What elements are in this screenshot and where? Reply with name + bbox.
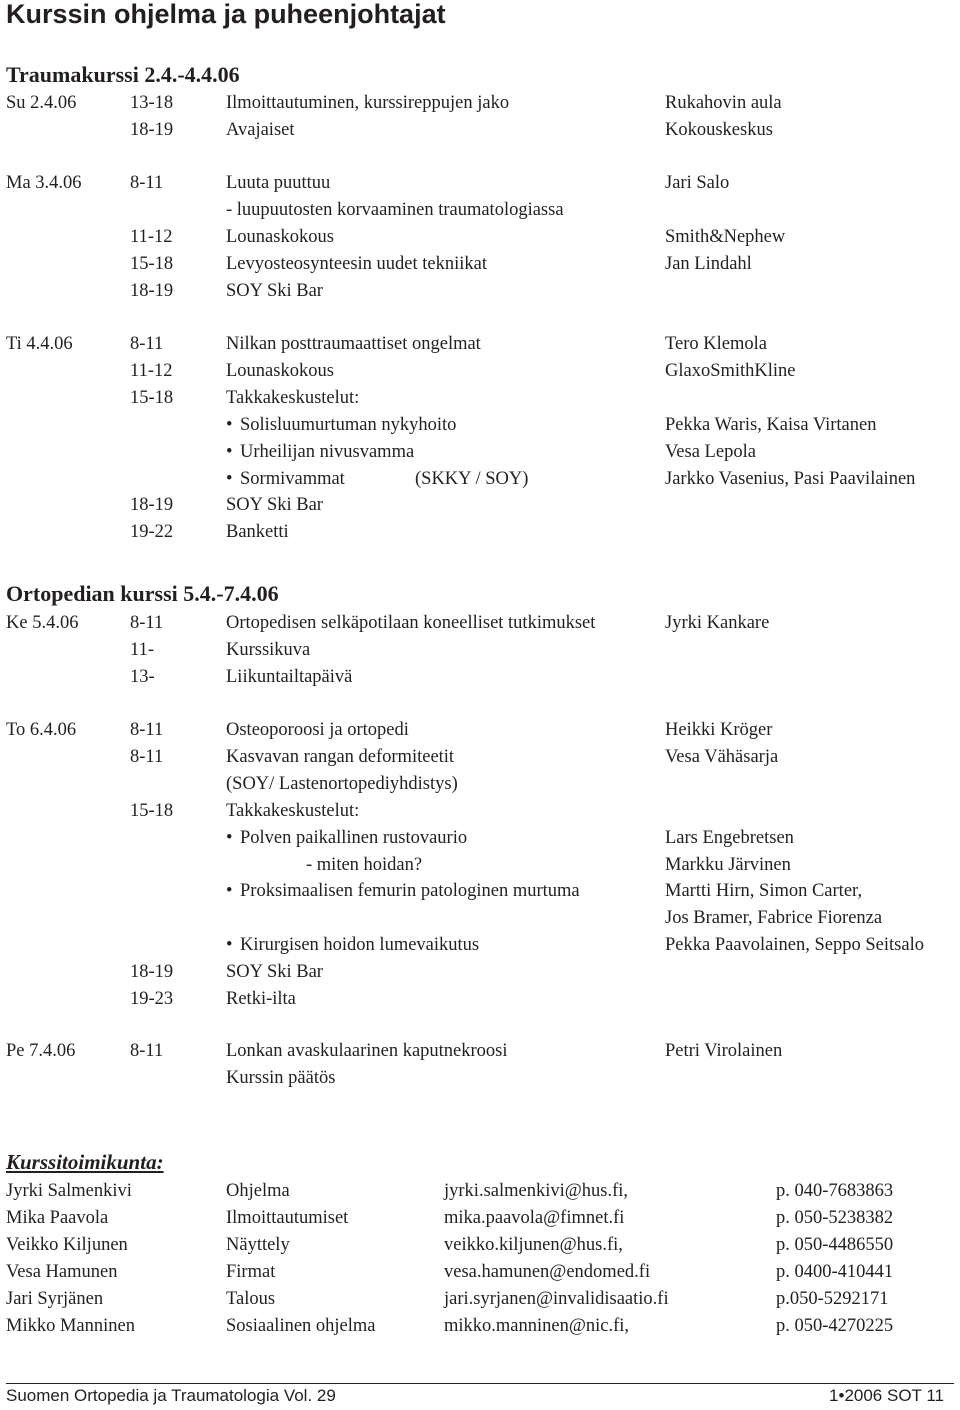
member-email: mika.paavola@fimnet.fi [444, 1207, 625, 1228]
time-slot: 8-11 [130, 334, 164, 354]
session-title: Kirurgisen hoidon lumevaikutus [240, 935, 480, 956]
session-title: Banketti [226, 522, 289, 543]
time-slot: 15-18 [130, 253, 174, 274]
session-title: (SOY/ Lastenortopediyhdistys) [226, 773, 458, 794]
chair-name: Heikki Kröger [665, 720, 773, 740]
time-slot: 11-12 [130, 360, 173, 381]
session-title: Sormivammat [240, 468, 345, 489]
chair-name: Rukahovin aula [665, 93, 782, 113]
time-slot: 18-19 [130, 495, 174, 516]
session-title: Urheilijan nivusvamma [240, 441, 415, 462]
session-title: Ortopedisen selkäpotilaan koneelliset tutkimukset [226, 613, 596, 633]
session-title: - luupuutosten korvaaminen traumatologiassa [226, 199, 564, 220]
member-name: Mika Paavola [6, 1207, 109, 1228]
member-name: Jyrki Salmenkivi [6, 1181, 132, 1201]
time-slot: 18-19 [130, 280, 174, 301]
time-slot: 8-11 [130, 173, 164, 193]
bullet-icon: • [226, 935, 233, 956]
member-phone: p. 050-4486550 [776, 1234, 894, 1255]
session-title: Takkakeskustelut: [226, 387, 360, 408]
bullet-icon: • [226, 414, 233, 435]
day-label: To 6.4.06 [6, 720, 77, 740]
member-role: Sosiaalinen ohjelma [226, 1315, 376, 1336]
time-slot: 8-11 [130, 613, 164, 633]
day-label: Ti 4.4.06 [6, 334, 73, 354]
bullet-icon: • [226, 441, 233, 462]
session-title: Retki-ilta [226, 989, 296, 1009]
session-title: Liikuntailtapäivä [226, 666, 353, 687]
session-subtitle: - miten hoidan? [306, 854, 423, 875]
chair-name: Smith&Nephew [665, 226, 786, 247]
bullet-icon: • [226, 881, 233, 902]
session-title: SOY Ski Bar [226, 962, 323, 983]
session-title: SOY Ski Bar [226, 495, 323, 516]
session-title: Kurssin päätös [226, 1067, 336, 1088]
session-title: Lounaskokous [226, 360, 334, 381]
time-slot: 19-23 [130, 989, 174, 1009]
member-email: vesa.hamunen@endomed.fi [444, 1261, 651, 1282]
chair-name: Jari Salo [665, 173, 730, 193]
bullet-icon: • [226, 827, 233, 848]
committee-title: Kurssitoimikunta: [6, 1150, 164, 1174]
time-slot: 11-12 [130, 226, 173, 247]
time-slot: 18-19 [130, 119, 174, 140]
time-slot: 8-11 [130, 720, 164, 740]
session-title: Takkakeskustelut: [226, 800, 360, 821]
time-slot: 18-19 [130, 962, 174, 983]
session-title: Proksimaalisen femurin patologinen murtuma [240, 881, 580, 902]
session-title: Ilmoittautuminen, kurssireppujen jako [226, 93, 510, 113]
bullet-icon: • [226, 468, 233, 489]
chair-name: Jos Bramer, Fabrice Fiorenza [665, 908, 883, 929]
time-slot: 15-18 [130, 387, 174, 408]
chair-name: Vesa Vähäsarja [665, 746, 779, 767]
footer-page-info: 1•2006 SOT 11 [829, 1386, 944, 1405]
day-label: Ke 5.4.06 [6, 613, 79, 633]
member-phone: p.050-5292171 [776, 1288, 889, 1309]
day-label: Ma 3.4.06 [6, 173, 82, 193]
session-title: Osteoporoosi ja ortopedi [226, 720, 409, 740]
session-organizer: (SKKY / SOY) [415, 468, 529, 489]
member-email: jari.syrjanen@invalidisaatio.fi [444, 1288, 669, 1309]
time-slot: 13- [130, 666, 155, 687]
session-title: Luuta puuttuu [226, 173, 331, 193]
member-email: jyrki.salmenkivi@hus.fi, [444, 1181, 629, 1201]
footer-divider [6, 1383, 954, 1384]
chair-name: Petri Virolainen [665, 1041, 783, 1061]
chair-name: Kokouskeskus [665, 119, 773, 140]
chair-name: Vesa Lepola [665, 441, 756, 462]
page-title: Kurssin ohjelma ja puheenjohtajat [6, 0, 446, 29]
time-slot: 8-11 [130, 746, 164, 767]
chair-name: Tero Klemola [665, 334, 767, 354]
member-phone: p. 050-5238382 [776, 1207, 894, 1228]
chair-name: Jyrki Kankare [665, 613, 770, 633]
session-title: Levyosteosynteesin uudet tekniikat [226, 253, 487, 274]
member-role: Ohjelma [226, 1181, 290, 1201]
chair-name: Martti Hirn, Simon Carter, [665, 881, 863, 902]
member-name: Veikko Kiljunen [6, 1234, 128, 1255]
course-title: Traumakurssi 2.4.-4.4.06 [6, 62, 240, 87]
day-label: Pe 7.4.06 [6, 1041, 76, 1061]
session-title: Avajaiset [226, 119, 295, 140]
session-title: SOY Ski Bar [226, 280, 323, 301]
chair-name: Lars Engebretsen [665, 827, 794, 848]
time-slot: 15-18 [130, 800, 174, 821]
session-title: Lounaskokous [226, 226, 334, 247]
course-title: Ortopedian kurssi 5.4.-7.4.06 [6, 581, 279, 606]
member-email: veikko.kiljunen@hus.fi, [444, 1234, 623, 1255]
member-name: Vesa Hamunen [6, 1261, 118, 1282]
member-role: Talous [226, 1288, 276, 1309]
time-slot: 11- [130, 639, 154, 660]
chair-name: GlaxoSmithKline [665, 360, 796, 381]
chair-name: Markku Järvinen [665, 854, 791, 875]
time-slot: 8-11 [130, 1041, 164, 1061]
session-title: Kurssikuva [226, 639, 311, 660]
time-slot: 19-22 [130, 522, 174, 543]
member-name: Mikko Manninen [6, 1315, 135, 1336]
member-phone: p. 040-7683863 [776, 1181, 894, 1201]
member-role: Näyttely [226, 1234, 290, 1255]
chair-name: Pekka Waris, Kaisa Virtanen [665, 414, 877, 435]
member-role: Ilmoittautumiset [226, 1207, 349, 1228]
member-role: Firmat [226, 1261, 276, 1282]
chair-name: Jarkko Vasenius, Pasi Paavilainen [665, 468, 916, 489]
member-name: Jari Syrjänen [6, 1288, 104, 1309]
member-phone: p. 0400-410441 [776, 1261, 894, 1282]
chair-name: Pekka Paavolainen, Seppo Seitsalo [665, 935, 924, 956]
time-slot: 13-18 [130, 93, 174, 113]
session-title: Solisluumurtuman nykyhoito [240, 414, 457, 435]
footer-journal: Suomen Ortopedia ja Traumatologia Vol. 29 [6, 1386, 336, 1405]
chair-name: Jan Lindahl [665, 253, 752, 274]
session-title: Nilkan posttraumaattiset ongelmat [226, 334, 481, 354]
day-label: Su 2.4.06 [6, 93, 77, 113]
session-title: Kasvavan rangan deformiteetit [226, 746, 455, 767]
session-title: Polven paikallinen rustovaurio [240, 827, 468, 848]
session-title: Lonkan avaskulaarinen kaputnekroosi [226, 1041, 508, 1061]
member-email: mikko.manninen@nic.fi, [444, 1315, 630, 1336]
member-phone: p. 050-4270225 [776, 1315, 894, 1336]
